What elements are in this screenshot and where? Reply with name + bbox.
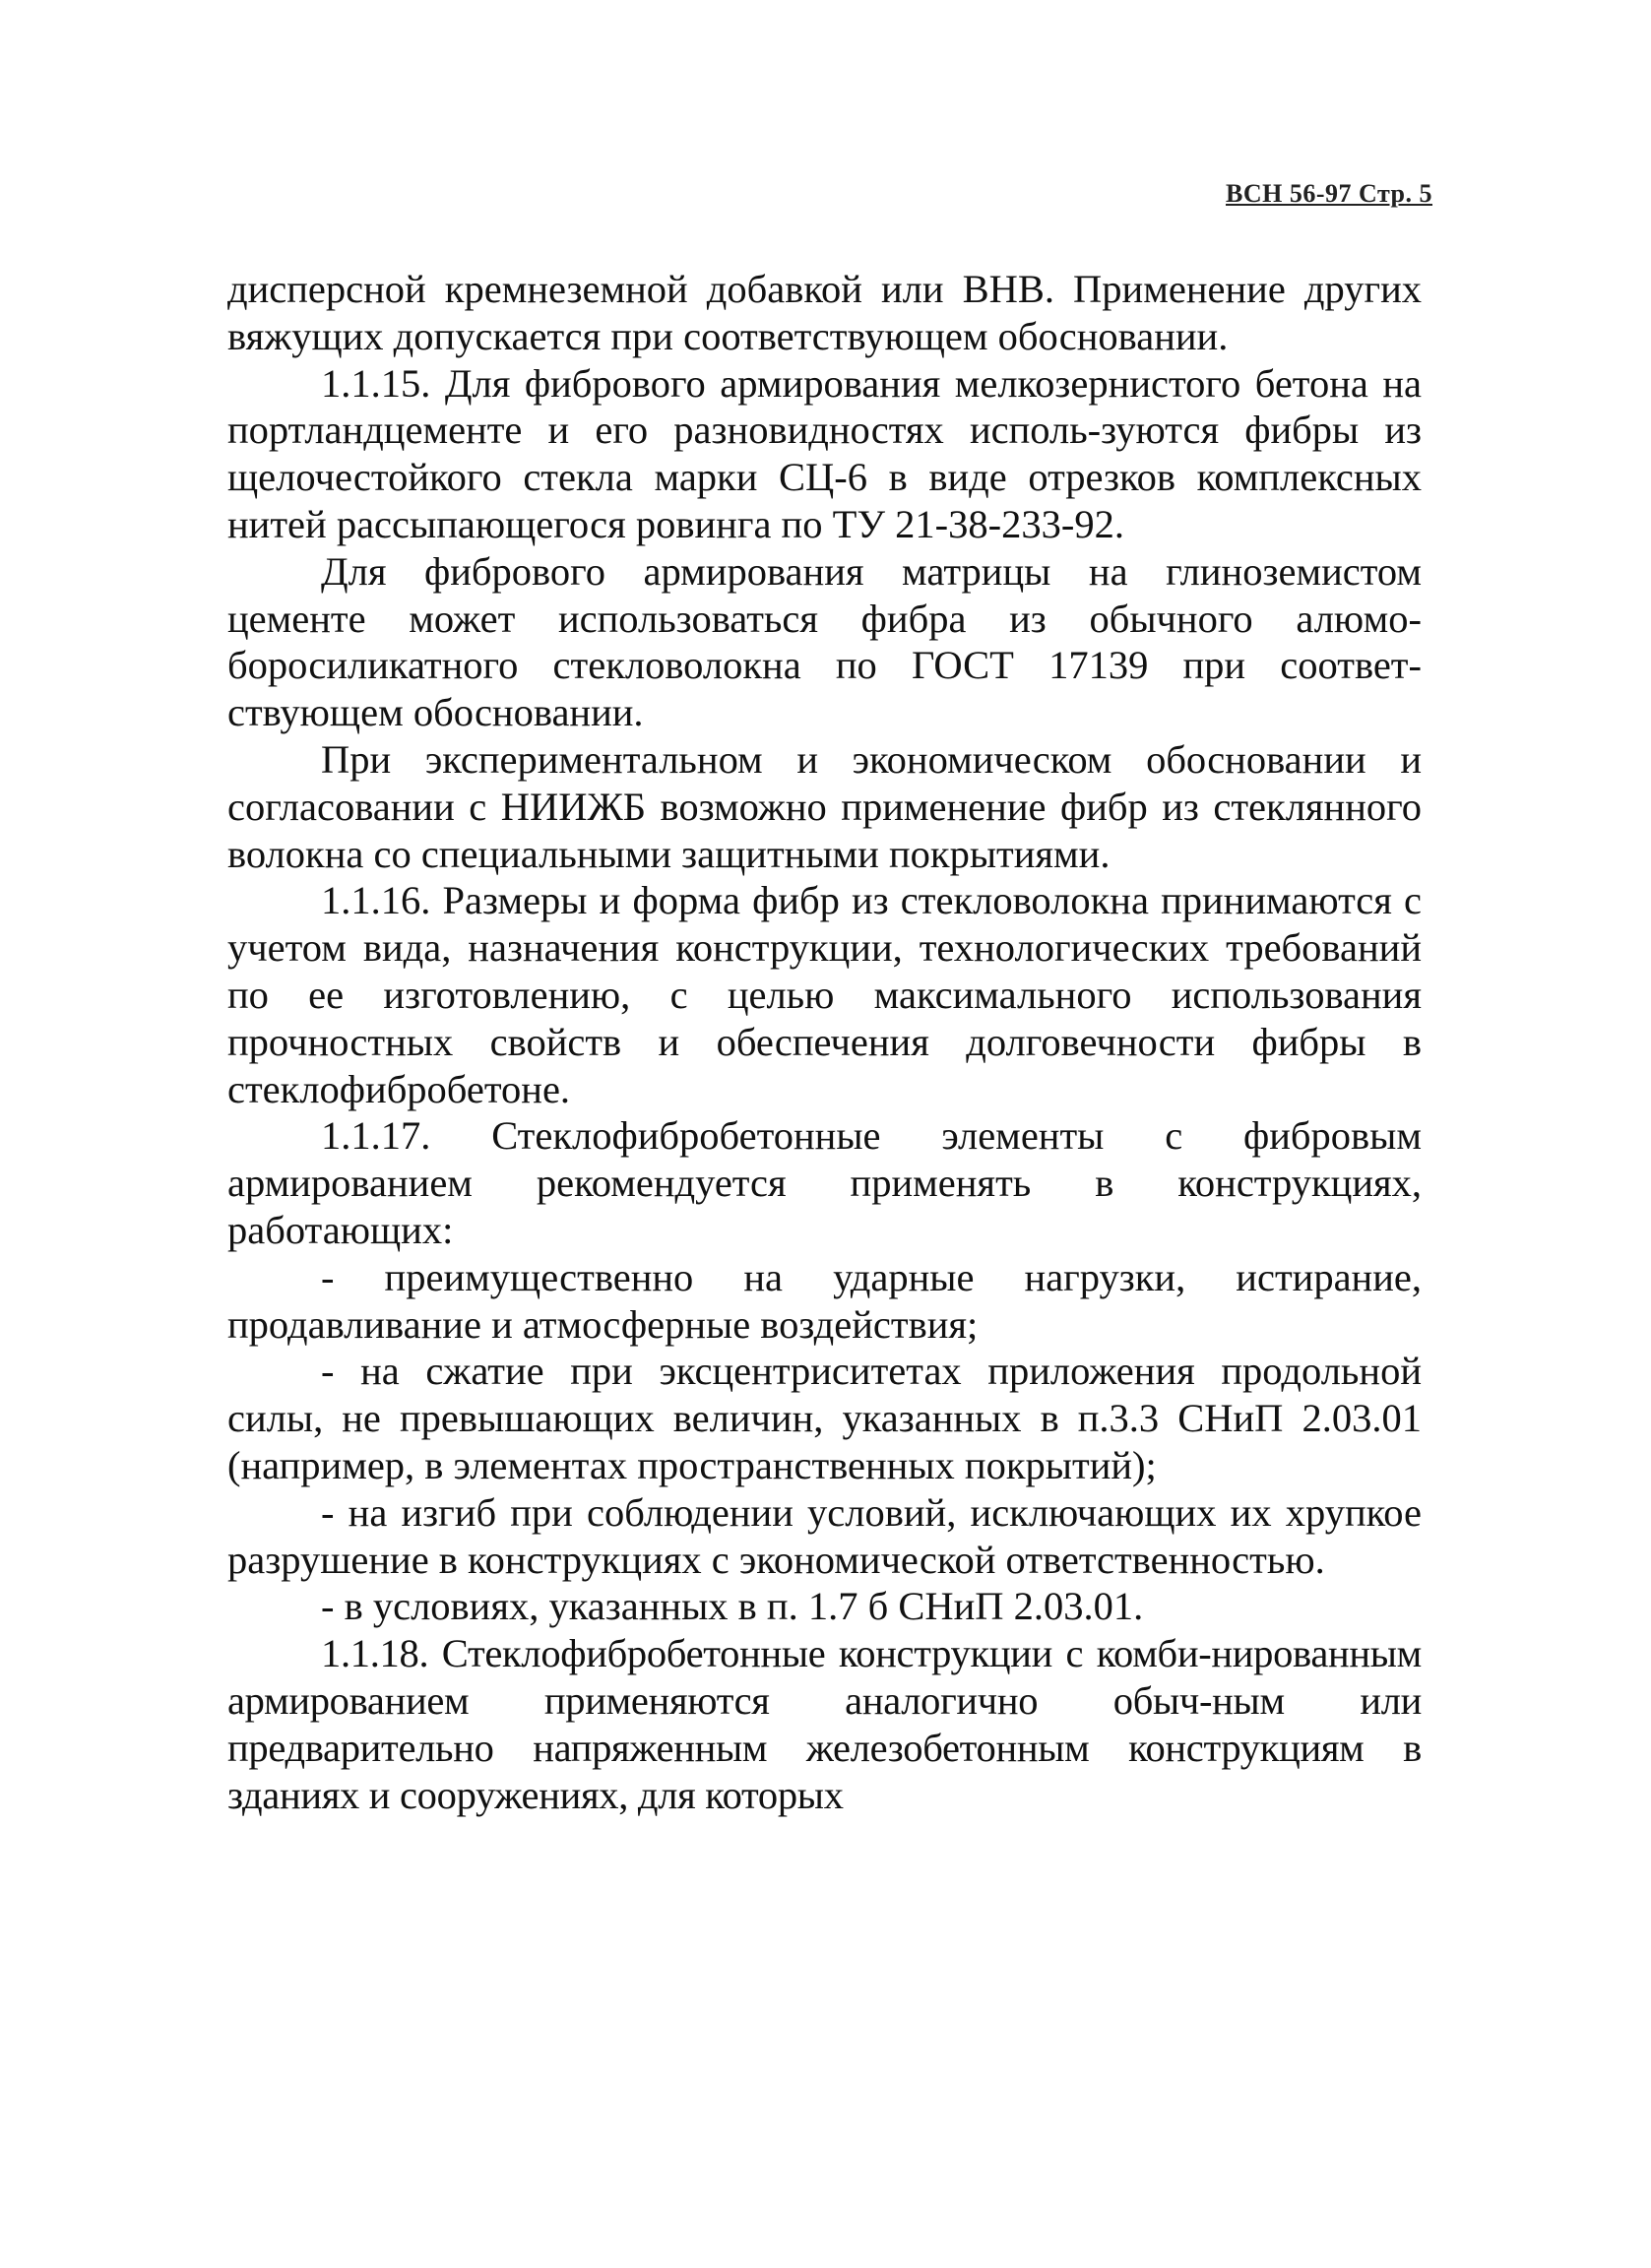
paragraph-1-1-18: 1.1.18. Стеклофибробетонные конструкции с комби-нированным армированием применяются аналогично обыч-ным или предварительно напряженным железобетонным конструкциям в зданиях и сооружениях, для которых [227,1631,1422,1817]
paragraph-special-coatings: При экспериментальном и экономическом обосновании и согласовании с НИИЖБ возможно применение фибр из стеклянного волокна со специальными защитными покрытиями. [227,736,1422,876]
running-header: ВСН 56-97 Стр. 5 [1226,179,1432,208]
paragraph-alumina-cement-fiber: Для фибрового армирования матрицы на глиноземистом цементе может использоваться фибра из обычного алюмо-боросиликатного стекловолокна по ГОСТ 17139 при соответ-ствующем обосновании. [227,548,1422,735]
list-item-bending: - на изгиб при соблюдении условий, исключающих их хрупкое разрушение в конструкциях с экономической ответственностью. [227,1489,1422,1582]
list-item-snip-conditions: - в условиях, указанных в п. 1.7 б СНиП 2.03.01. [321,1584,1144,1629]
list-item-compression: - на сжатие при эксцентриситетах приложения продольной силы, не превышающих величин, указанных в п.3.3 СНиП 2.03.01 (например, в элементах пространственных покрытий); [227,1349,1422,1487]
paragraph-binder-continuation: дисперсной кремнеземной добавкой или ВНВ. Применение других вяжущих допускается при соответствующем обосновании. [227,267,1422,358]
paragraph-1-1-15: 1.1.15. Для фибрового армирования мелкозернистого бетона на портландцементе и его разновидностях исполь-зуются фибры из щелочестойкого стекла марки СЦ-6 в виде отрезков комплексных нитей рассыпающегося ровинга по ТУ 21-38-233-92. [227,360,1422,546]
list-item-impact-loads: - преимущественно на ударные нагрузки, истирание, продавливание и атмосферные воздействия; [227,1254,1422,1347]
paragraph-1-1-17: 1.1.17. Стеклофибробетонные элементы с фибровым армированием рекомендуется применять в конструкциях, работающих: [227,1113,1422,1252]
document-body [227,266,1422,1818]
paragraph-1-1-16: 1.1.16. Размеры и форма фибр из стекловолокна принимаются с учетом вида, назначения конструкции, технологических требований по ее изготовлению, с целью максимального использования прочностных свойств и обеспечения долговечности фибры в стеклофибробетоне. [227,878,1422,1111]
